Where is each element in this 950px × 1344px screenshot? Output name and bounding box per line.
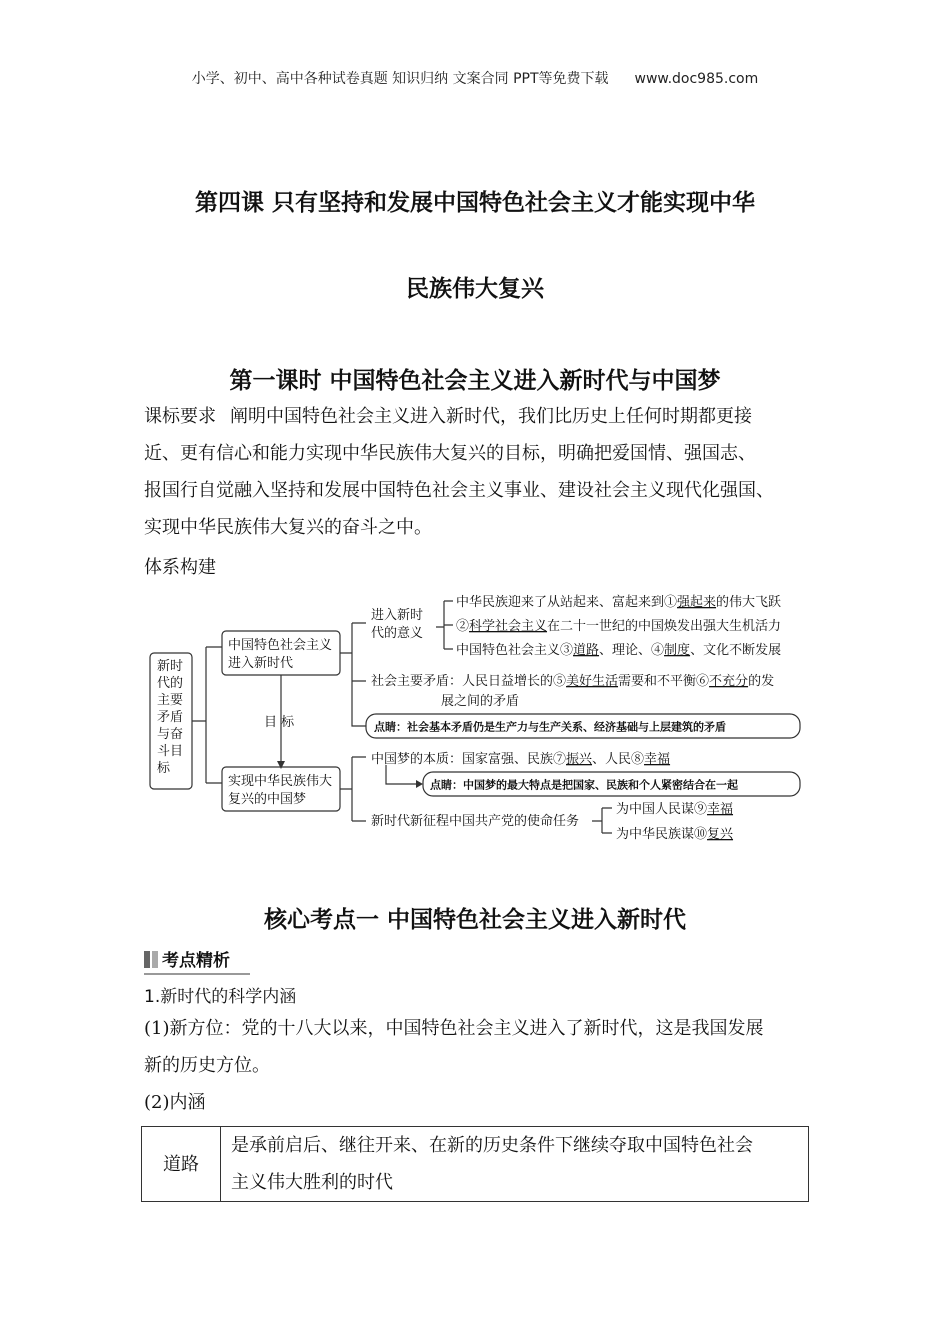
root-text: 代的 — [157, 676, 184, 691]
table-row — [142, 1127, 809, 1202]
root-text: 主要 — [157, 693, 184, 708]
requirements-label: 课标要求 — [144, 406, 216, 427]
dream-essence: 中国梦的本质：国家富强、民族⑦振兴、人民⑧幸福 — [371, 752, 671, 767]
section-marker-icon — [152, 951, 158, 968]
system-construction-label: 体系构建 — [144, 557, 216, 578]
root-text: 与奋 — [157, 727, 184, 742]
contradiction-text: 社会主要矛盾：人民日益增长的⑤美好生活需要和不平衡⑥不充分的发 — [371, 674, 775, 689]
node2-branch — [340, 757, 366, 821]
requirements-line: 近、更有信心和能力实现中华民族伟大复兴的目标，明确把爱国情、强国志、 — [144, 443, 756, 464]
arrow-head — [277, 761, 285, 769]
mission-branch — [592, 808, 612, 833]
significance-item: 中华民族迎来了从站起来、富起来到①强起来的伟大飞跃 — [456, 595, 782, 610]
mission-item: 为中国人民谋⑨幸福 — [616, 802, 734, 817]
point-paragraph — [144, 1010, 824, 1084]
tip1-connector — [352, 681, 366, 726]
tip1-text: 点睛：社会基本矛盾仍是生产力与生产关系、经济基础与上层建筑的矛盾 — [374, 720, 726, 734]
header-text: 小学、初中、高中各种试卷真题 知识归纳 文案合同 PPT等免费下载 — [191, 71, 609, 87]
significance-item: 中国特色社会主义③道路、理论、④制度、文化不断发展 — [456, 643, 782, 658]
contradiction-text-line2: 展之间的矛盾 — [441, 694, 520, 709]
analysis-label: 考点精析 — [162, 951, 230, 971]
concept-diagram — [140, 585, 810, 850]
significance-label: 进入新时 — [371, 608, 424, 623]
curriculum-requirements — [144, 398, 824, 546]
lesson-title: 第一课时 中国特色社会主义进入新时代与中国梦 — [229, 368, 721, 394]
mission-text: 新时代新征程中国共产党的使命任务 — [371, 814, 580, 829]
node1-branch — [340, 623, 366, 681]
table-cell-value — [221, 1127, 809, 1202]
mission-item: 为中华民族谋⑩复兴 — [616, 827, 734, 842]
arrow-label: 目 标 — [264, 715, 295, 730]
paragraph-line: (1)新方位：党的十八大以来，中国特色社会主义进入了新时代，这是我国发展 — [144, 1018, 764, 1039]
root-text: 斗目 — [157, 744, 184, 759]
point-heading: 1.新时代的科学内涵 — [144, 987, 297, 1007]
chapter-title-line1: 第四课 只有坚持和发展中国特色社会主义才能实现中华 — [194, 190, 755, 216]
tip2-arrow-head — [416, 780, 423, 788]
significance-branch — [436, 601, 453, 649]
requirements-line: 阐明中国特色社会主义进入新时代，我们比历史上任何时期都更接 — [230, 406, 752, 427]
significance-item: ②科学社会主义在二十一世纪的中国焕发出强大生机活力 — [456, 619, 782, 634]
node1-text: 中国特色社会主义 — [228, 638, 333, 653]
tip2-connector — [386, 765, 416, 784]
header-url[interactable]: www.doc985.com — [634, 71, 759, 87]
requirements-line: 报国行自觉融入坚持和发展中国特色社会主义事业、建设社会主义现代化强国、 — [144, 480, 774, 501]
table-cell-line: 主义伟大胜利的时代 — [231, 1172, 393, 1193]
tip2-text: 点睛：中国梦的最大特点是把国家、民族和个人紧密结合在一起 — [430, 778, 738, 792]
core-point-title: 核心考点一 中国特色社会主义进入新时代 — [263, 907, 686, 933]
table-cell-key: 道路 — [142, 1127, 221, 1202]
node1-text: 进入新时代 — [228, 656, 294, 671]
table-cell-line: 是承前启后、继往开来、在新的历史条件下继续夺取中国特色社会 — [231, 1135, 753, 1156]
root-text: 矛盾 — [157, 710, 184, 725]
page-header — [0, 68, 950, 88]
root-text: 新时 — [157, 659, 184, 674]
analysis-heading — [144, 946, 250, 975]
significance-label: 代的意义 — [371, 626, 424, 641]
subpoint-heading: (2)内涵 — [144, 1092, 206, 1113]
requirements-line: 实现中华民族伟大复兴的奋斗之中。 — [144, 517, 432, 538]
node2-text: 实现中华民族伟大 — [228, 774, 333, 789]
section-marker-icon — [144, 951, 150, 968]
chapter-title-line2: 民族伟大复兴 — [406, 276, 544, 302]
paragraph-line: 新的历史方位。 — [144, 1055, 270, 1076]
root-text: 标 — [157, 761, 171, 776]
root-branch — [192, 647, 222, 783]
connotation-table — [141, 1126, 809, 1202]
heading-underline — [144, 973, 250, 975]
node2-text: 复兴的中国梦 — [228, 792, 307, 807]
